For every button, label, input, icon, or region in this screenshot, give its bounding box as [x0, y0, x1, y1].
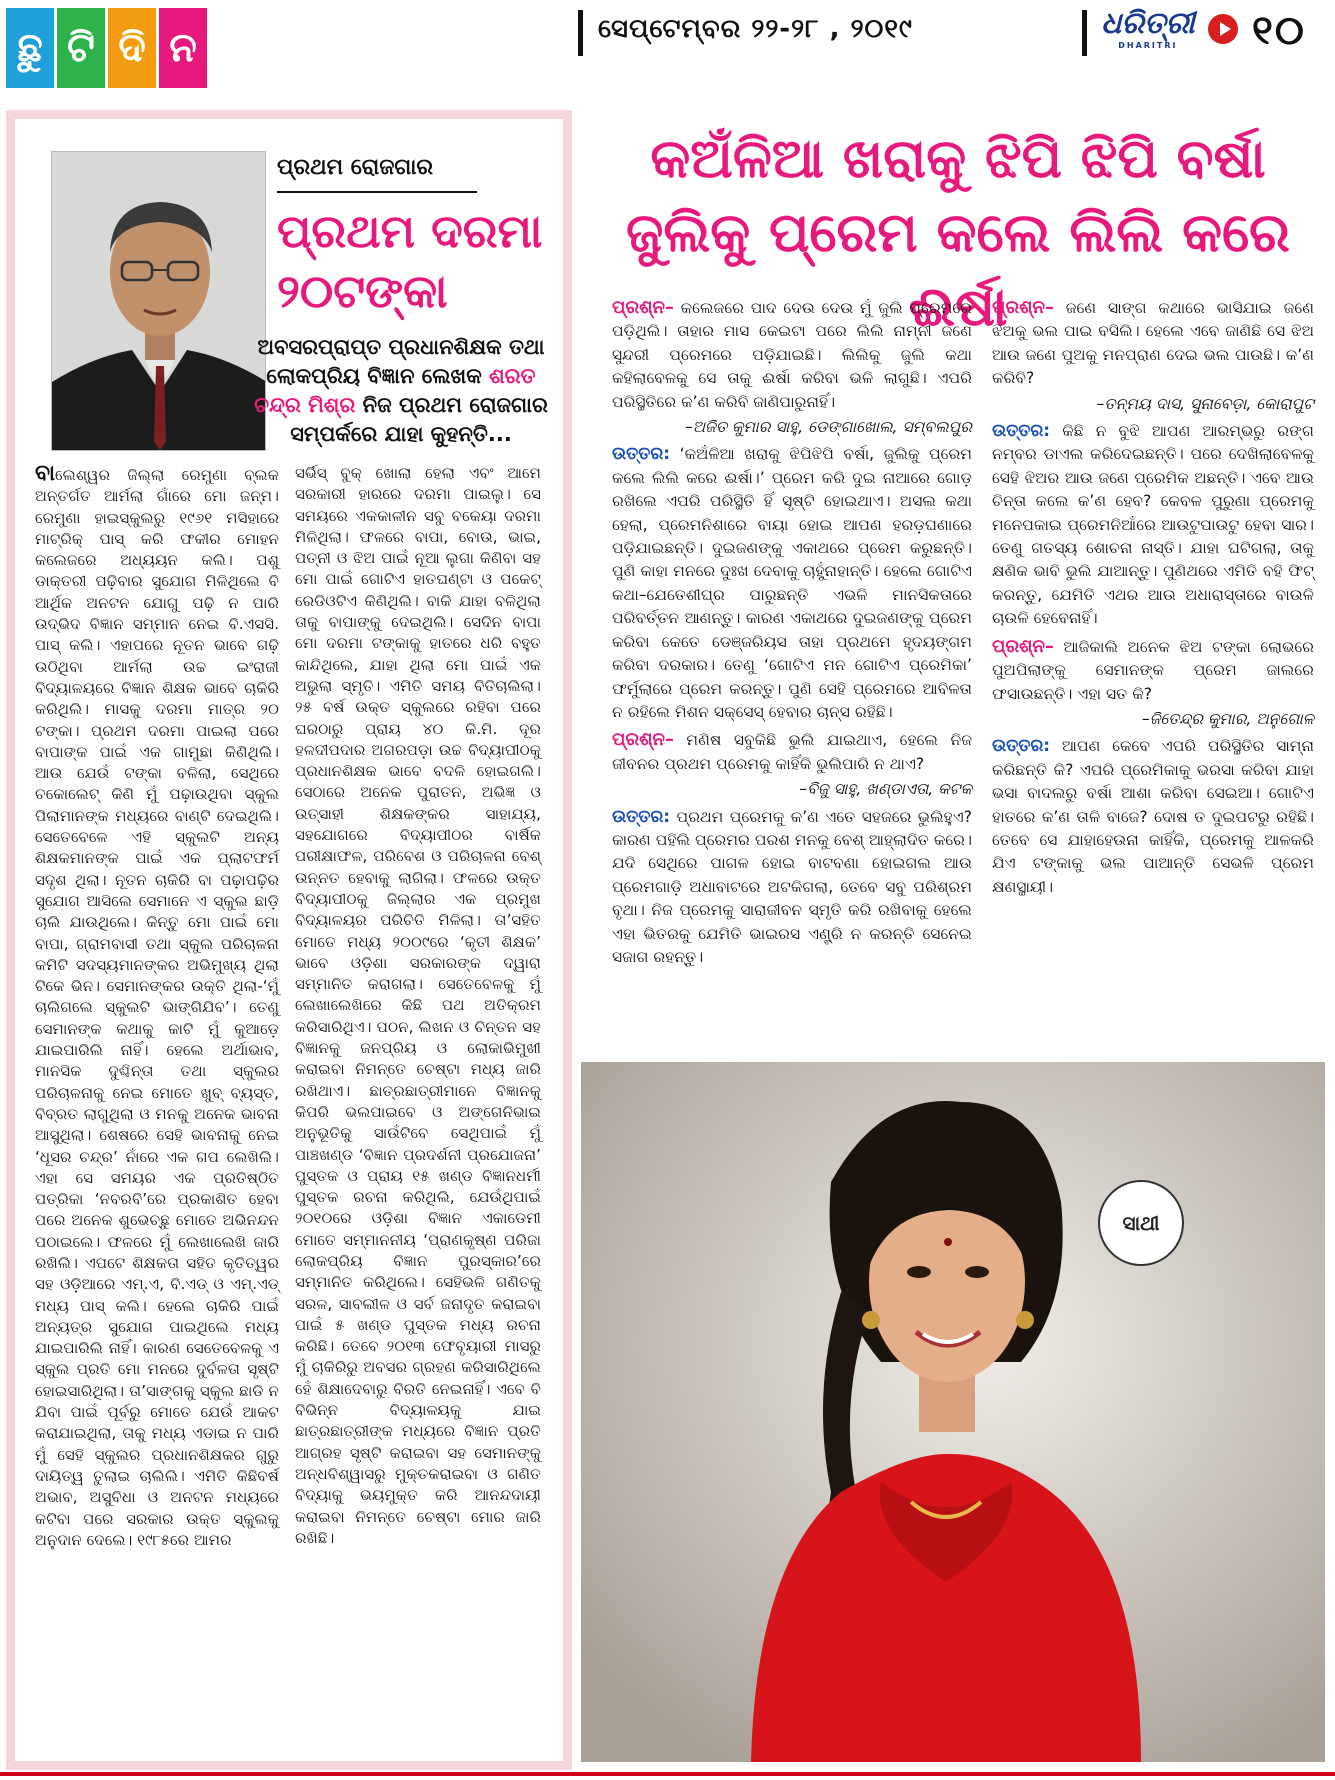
intro-text: ନିଜ ପ୍ରଥମ ରୋଜଗାର ସମ୍ପର୍କରେ ଯାହା କୁହନ୍ତି...	[290, 393, 548, 446]
headline-line: ୨୦ଟଙ୍କା	[277, 264, 448, 318]
qa-column-1	[612, 296, 972, 973]
love-advice-column	[580, 110, 1330, 1030]
first-earning-article	[6, 110, 572, 1770]
answer-text: ଆପଣ କେବେ ଏପରି ପରିସ୍ଥିତିର ସାମ୍ନା କରିଛନ୍ତି କି? ଏପରି ପ୍ରେମିକାକୁ ଭରସା କରିବା ଯାହା ଭସା ବାଦଲରୁ ବର୍ଷା ଆଶା କରିବା ସେଇଆ। ଗୋଟିଏ ହାତରେ କ’ଣ ତାଳି ବାଜେ? ଦୋଷ ତ ଦୁଇପଟରୁ ରହିଛି। ତେବେ ସେ ଯାହାହେଉନା କାହିଁକି, ପ୍ରେମକୁ ଆଳକରି ଯିଏ ଟଙ୍କାକୁ ଭଲ ପାଆନ୍ତି ସେଭଳି ପ୍ରେମ କ୍ଷଣସ୍ଥାୟୀ।	[992, 737, 1314, 896]
headline-line: କଅଁଳିଆ ଖରାକୁ ଝିପି ଝିପି ବର୍ଷା	[650, 127, 1266, 190]
answer-text: ‘କଅଁଳିଆ ଖରାକୁ ଝିପିଝିପି ବର୍ଷା, ଜୁଲିକୁ ପ୍ରେମ କଲେ ଲିଲି କରେ ଈର୍ଷା।’ ପ୍ରେମ କରି ଦୁଇ ନାଆରେ ଗୋଡ଼ ରଖିଲେ ଏପରି ପରିସ୍ଥିତି ହିଁ ସୃଷ୍ଟି ହୋଇଥାଏ। ଅସଲ କଥା ହେଲା, ପ୍ରେମନିଶାରେ ବାୟା ହୋଇ ଆପଣ ହରଡ଼ଘଣାରେ ପଡ଼ିଯାଇଛନ୍ତି। ଦୁଇଜଣଙ୍କୁ ଏକାଥରେ ପ୍ରେମ କରୁଛନ୍ତି। ପୁଣି କାହା ମନରେ ଦୁଃଖ ଦେବାକୁ ଚାହୁଁନାହାନ୍ତି। ହେଲେ ଗୋଟିଏ କଥା–ଯେତେଶୀଘ୍ର ପାରୁଛନ୍ତି ଏଭଳି ମାନସିକତାରେ ପରିବର୍ତ୍ତନ ଆଣନ୍ତୁ। କାରଣ ଏକାଥରେ ଦୁଇଜଣଙ୍କୁ ପ୍ରେମ କରିବା କେତେ ଡେଞ୍ଜରିୟସ ତାହା ପ୍ରଥମେ ହୃଦୟଙ୍ଗମ କରିବା ଦରକାର। ତେଣୁ ‘ଗୋଟିଏ ମନ ଗୋଟିଏ ପ୍ରେମିକା’ ଫର୍ମୁଲାରେ ପ୍ରେମ କରନ୍ତୁ। ପୁଣି ସେହି ପ୍ରେମରେ ଆବିଳତା ନ ରହିଲେ ମିଶନ ସକ୍ସେସ୍ ହେବାର ଚାନ୍ସ ରହିଛି।	[612, 445, 973, 721]
qa-item	[992, 635, 1314, 899]
question-label: ପ୍ରଶ୍ନ–	[612, 297, 674, 318]
answer-text: କିଛି ନ ବୁଝି ଆପଣ ଆରମ୍ଭରୁ ରଙ୍ଗ ନମ୍ବର ଡାଏଲ କରିଦେଇଛନ୍ତି। ପରେ ଦେଖିଲାବେଳକୁ ସେହି ଝିଅର ଆଉ ଜଣେ ପ୍ରେମିକ ଅଛନ୍ତି। ଏବେ ଆଉ ଚିନ୍ତା କଲେ କ’ଣ ହେବ? କେବଳ ପୁରୁଣା ପ୍ରେମକୁ ମନେପକାଇ ପ୍ରେମନିଆଁରେ ଆଉଟୁପାଉଟୁ ହେବା ସାର। ତେଣୁ ଗତସ୍ୟ ଶୋଚନା ନାସ୍ତି। ଯାହା ଘଟିଗଲା, ତାକୁ କ୍ଷଣିକ ଭାବି ଭୁଲି ଯାଆନ୍ତୁ। ପୁଣିଥରେ ଏମିତି ବହି ଫିଟ୍ କରନ୍ତୁ, ଯେମିତି ଏଥର ଆଉ ଅଧାରାସ୍ତାରେ ବାଉଳି ଚାଉଳି ହେବେନାହିଁ।	[992, 422, 1314, 628]
article-headline	[277, 201, 543, 321]
question-text: ମଣିଷ ସବୁକିଛି ଭୁଲି ଯାଇଥାଏ, ହେଲେ ନିଜ ଜୀବନର ପ୍ରଥମ ପ୍ରେମକୁ କାହିଁକି ଭୁଲିପାରି ନ ଥାଏ?	[612, 731, 972, 773]
page-header	[0, 0, 1335, 96]
play-icon	[1208, 14, 1238, 44]
section-brand-logo	[6, 8, 207, 88]
question-byline: –ଅଜିତ କୁମାର ସାହୁ, ଡେଙ୍ଗାଖୋଲ, ସମ୍ବଲପୁର	[684, 418, 972, 437]
intro-text: ଅବସରପ୍ରାପ୍ତ ପ୍ରଧାନଶିକ୍ଷକ ତଥା ଲୋକପ୍ରିୟ ବିଜ୍ଞାନ ଲେଖକ	[257, 335, 545, 388]
qa-item	[612, 728, 972, 969]
qa-item	[612, 296, 972, 724]
answer-label: ଉତ୍ତର:	[992, 421, 1051, 442]
header-divider	[1082, 10, 1087, 56]
photo-credit-badge: ସାଥୀ	[1098, 1180, 1184, 1266]
question-label: ପ୍ରଶ୍ନ–	[992, 297, 1054, 318]
section-tag: ପ୍ରଥମ ରୋଜଗାର	[277, 155, 434, 180]
section-rule	[277, 191, 477, 193]
question-label: ପ୍ରଶ୍ନ–	[992, 635, 1054, 657]
headline-line: ଜୁଲିକୁ ପ୍ରେମ କଲେ ଲିଲି କରେ ଈର୍ଷା	[626, 201, 1290, 338]
brand-letter: ଦି	[108, 8, 156, 88]
question-text: କଲେଜରେ ପାଦ ଦେଉ ଦେଉ ମୁଁ ଜୁଲି ପ୍ରେମରେ ପଡ଼ିଥିଲି। ତାହାର ମାସ କେଇଟା ପରେ ଲିଲି ନାମ୍ନୀ ଜଣେ ସୁନ୍ଦରୀ ପ୍ରେମରେ ପଡ଼ିଯାଇଛି। ଲିଲିକୁ ଜୁଲି କଥା କହିଲାବେଳକୁ ସେ ତାକୁ ଈର୍ଷା କରିବା ଭଳି ଲାଗୁଛି। ଏପରି ପରିସ୍ଥିତିରେ କ’ଣ କରିବି ଜାଣିପାରୁନାହିଁ।	[612, 299, 972, 411]
actress-photo	[581, 1062, 1325, 1762]
brand-letter: ଛୁ	[6, 8, 54, 88]
header-divider	[578, 10, 583, 56]
qa-column-2	[992, 296, 1314, 903]
brand-letter: ନ	[159, 8, 207, 88]
question-byline: –ତନ୍ମୟ ଦାସ, ସୁନାବେଡ଼ା, କୋରାପୁଟ	[1096, 394, 1314, 413]
publication-logo	[1101, 6, 1195, 50]
column-text: ସର୍ଭିସ୍ ବୁକ୍ ଖୋଲା ହେଲା ଏବଂ ଆମେ ସରକାରୀ ହାରରେ ଦରମା ପାଇଲୁ। ସେ ସମୟରେ ଏକକାଳୀନ ସବୁ ବକେୟା ଦରମା ମିଳିଥିଲା। ଫଳରେ ବାପା, ବୋଉ, ଭାଇ, ପତ୍ନୀ ଓ ଝିଅ ପାଇଁ ନୂଆ ଲୁଗା କିଣିବା ସହ ମୋ ପାଇଁ ଗୋଟିଏ ହାତଘଣ୍ଟା ଓ ପକେଟ୍ ରେଡିଓଟିଏ କିଣିଥିଲି। ବାକି ଯାହା ବଳିଥିଲା ତାକୁ ବାପାଙ୍କୁ ଦେଇଥିଲି। ସେଦିନ ବାପା ମୋ ଦରମା ଟଙ୍କାକୁ ହାତରେ ଧରି ବହୁତ କାନ୍ଦିଥିଲେ, ଯାହା ଥିଲା ମୋ ପାଇଁ ଏକ ଅଭୁଲା ସ୍ମୃତି। ଏମିତି ସମୟ ବିତିଚାଲିଲା। ୨୫ ବର୍ଷ ଉକ୍ତ ସ୍କୁଲରେ ରହିବା ପରେ ଘରଠାରୁ ପ୍ରାୟ ୪୦ କି.ମି. ଦୂର ହଳଦୀପଦାର ଅଗରପଡ଼ା ଉଚ୍ଚ ବିଦ୍ୟାପୀଠକୁ ପ୍ରଧାନଶିକ୍ଷକ ଭାବେ ବଦଳି ହୋଇଗଲି। ସେଠାରେ ଅନେକ ପୁରାତନ, ଅଭିଜ୍ଞ ଓ ଉତ୍ସାହୀ ଶିକ୍ଷକଙ୍କର ସାହାଯ୍ୟ, ସହଯୋଗରେ ବିଦ୍ୟାପୀଠର ବାର୍ଷିକ ପରୀକ୍ଷାଫଳ, ପରିବେଶ ଓ ପରିଚାଳନା ବେଶ୍ ଉନ୍ନତ ହେବାକୁ ଲାଗିଲା। ଫଳରେ ଉକ୍ତ ବିଦ୍ୟାପୀଠକୁ ଜିଲ୍ଲାର ଏକ ପ୍ରମୁଖ ବିଦ୍ୟାଳୟର ପରିଚିତି ମିଳିଲା। ତା’ସହିତ ମୋତେ ମଧ୍ୟ ୨୦୦୯ରେ ‘କୃତୀ ଶିକ୍ଷକ’ ଭାବେ ଓଡ଼ିଶା ସରକାରଙ୍କ ଦ୍ୱାରା ସମ୍ମାନିତ କରାଗଲା। ସେତେବେଳକୁ ମୁଁ ଲେଖାଲେଖିରେ କିଛି ପଥ ଅତିକ୍ରମ କରିସାରିଥିଏ। ପଠନ, ଲିଖନ ଓ ଚିନ୍ତନ ସହ ବିଜ୍ଞାନକୁ ଜନପ୍ରିୟ ଓ ଲୋକାଭିମୁଖୀ କରାଇବା ନିମନ୍ତେ ଚେଷ୍ଟା ମଧ୍ୟ ଜାରି ରଖିଥାଏ। ଛାତ୍ରଛାତ୍ରୀମାନେ ବିଜ୍ଞାନକୁ କିପରି ଭଲପାଇବେ ଓ ଅଙ୍ଗେନିଭାଇ ଅନୁଭୂତିକୁ ସାଉଁଟିବେ ସେଥିପାଇଁ ମୁଁ ପାଞ୍ଚଖଣ୍ଡ ‘ବିଜ୍ଞାନ ପ୍ରଦର୍ଶନୀ ପ୍ରଯୋଜନା’ ପୁସ୍ତକ ଓ ପ୍ରାୟ ୧୫ ଖଣ୍ଡ ବିଜ୍ଞାନଧର୍ମୀ ପୁସ୍ତକ ରଚନା କରିଥିଲି, ଯେଉଁଥିପାଇଁ ୨୦୧୦ରେ ଓଡ଼ିଶା ବିଜ୍ଞାନ ଏକାଡେମୀ ମୋତେ ସମ୍ମାନନୀୟ ‘ପ୍ରାଣକୃଷ୍ଣ ପରିଜା ଲୋକପ୍ରିୟ ବିଜ୍ଞାନ ପୁରସ୍କାର’ରେ ସମ୍ମାନିତ କରିଥିଲେ। ସେହିଭଳି ଗଣିତକୁ ସରଳ, ସାବଲୀଳ ଓ ସର୍ବ ଜନାଦୃତ କରାଇବା ପାଇଁ ୫ ଖଣ୍ଡ ପୁସ୍ତକ ମଧ୍ୟ ରଚନା କରିଛି। ତେବେ ୨୦୧୩ ଫେବୃୟାରୀ ମାସରୁ ମୁଁ ଚାକିରିରୁ ଅବସର ଗ୍ରହଣ କରିସାରିଥିଲେ ହେଁ ଶିକ୍ଷାଦେବାରୁ ବିରତି ନେଇନାହିଁ। ଏବେ ବି ବିଭିନ୍ନ ବିଦ୍ୟାଳୟକୁ ଯାଇ ଛାତ୍ରଛାତ୍ରୀଙ୍କ ମଧ୍ୟରେ ବିଜ୍ଞାନ ପ୍ରତି ଆଗ୍ରହ ସୃଷ୍ଟି କରାଇବା ସହ ସେମାନଙ୍କୁ ଅନ୍ଧବିଶ୍ୱାସରୁ ମୁକ୍ତକରାଇବା ଓ ଗଣିତ ବିଦ୍ୟାକୁ ଭୟମୁକ୍ତ କରି ଆନନ୍ଦଦାୟୀ କରାଇବା ନିମନ୍ତେ ଚେଷ୍ଟା ମୋର ଜାରି ରଖିଛି।	[295, 464, 541, 1547]
question-label: ପ୍ରଶ୍ନ–	[612, 729, 674, 751]
question-byline: –ବିଜୁ ସାହୁ, ଖଣ୍ଡାଏତା, କଟକ	[799, 780, 972, 799]
brand-letter: ଟି	[57, 8, 105, 88]
portrait-image	[52, 152, 266, 451]
author-name: ଶରତ ଚନ୍ଦ୍ର ମିଶ୍ର	[254, 364, 536, 417]
question-byline: –ଜିତେନ୍ଦ୍ର କୁମାର, ଅନୁଗୋଳ	[1141, 709, 1314, 728]
page-number: ୧୦	[1252, 8, 1306, 54]
question-text: ଆଜିକାଲି ଅନେକ ଝିଅ ଟଙ୍କା ଲୋଭରେ ପୁଅପିଲାଙ୍କୁ ସେମାନଙ୍କ ପ୍ରେମ ଜାଲରେ ଫସାଉଛନ୍ତି। ଏହା ସତ କି?	[992, 637, 1314, 703]
article-column-2	[295, 463, 541, 1549]
issue-date: ସେପ୍ଟେମ୍ବର ୨୨-୨୮ , ୨୦୧୯	[598, 14, 913, 44]
qa-item	[992, 296, 1314, 631]
photo-image	[581, 1062, 1325, 1762]
article-intro	[251, 333, 551, 449]
article-column-1	[35, 463, 279, 1551]
answer-label: ଉତ୍ତର:	[992, 736, 1051, 757]
headline-line: ପ୍ରଥମ ଦରମା	[277, 204, 543, 258]
question-text: ଜଣେ ସାଙ୍ଗ କଥାରେ ଭାସିଯାଇ ଜଣେ ଝିଅକୁ ଭଲ ପାଇ ବସିଲି। ହେଲେ ଏବେ ଜାଣିଛି ସେ ଝିଅ ଆଉ ଜଣେ ପୁଅକୁ ମନପ୍ରାଣ ଦେଇ ଭଲ ପାଉଛି। କ’ଣ କରିବି?	[992, 299, 1314, 388]
publication-name: ଧରିତ୍ରୀ	[1101, 6, 1195, 41]
answer-label: ଉତ୍ତର:	[612, 444, 671, 465]
answer-text: ପ୍ରଥମ ପ୍ରେମକୁ କ’ଣ ଏତେ ସହଜରେ ଭୁଲିହୁଏ? କାରଣ ପହିଲି ପ୍ରେମର ପରଶ ମନକୁ ବେଶ୍ ଆହ୍ଲାଦିତ କରେ। ଯଦି ସେଥିରେ ପାଗଳ ହୋଇ ବାଟବଣା ହୋଇଗଲ ଆଉ ପ୍ରେମଗାଡ଼ି ଅଧାବାଟରେ ଅଟକିଗଲା, ତେବେ ସବୁ ପରିଶ୍ରମ ବୃଥା। ନିଜ ପ୍ରେମକୁ ସାରାଜୀବନ ସ୍ମୃତି କରି ରଖିବାକୁ ହେଲେ ଏହା ଭିତରକୁ ଯେମିତି ଭାଇରସ ଏଣ୍ଟ୍ରି ନ କରନ୍ତି ସେନେଇ ସଜାଗ ରହନ୍ତୁ।	[612, 807, 972, 966]
page-bottom-rule	[0, 1772, 1335, 1776]
answer-label: ଉତ୍ତର:	[612, 806, 671, 827]
column-text: ଲେଶ୍ୱର ଜିଲ୍ଲା ରେମୁଣା ବ୍ଲକ ଅନ୍ତର୍ଗତ ଆର୍ମଲା ଗାଁରେ ମୋ ଜନ୍ମ। ରେମୁଣା ହାଇସ୍କୁଲରୁ ୧୯୬୧ ମସିହାରେ ମାଟ୍ରିକ୍ ପାସ୍ କରି ଫକୀର ମୋହନ କଲେଜରେ ଅଧ୍ୟୟନ କଲି। ପଶୁ ଡାକ୍ତରୀ ପଢ଼ିବାର ସୁଯୋଗ ମିଳିଥିଲେ ବି ଆର୍ଥିକ ଅନଟନ ଯୋଗୁ ପଢ଼ି ନ ପାରି ଉଦ୍ଭିଦ ବିଜ୍ଞାନ ସମ୍ମାନ ନେଇ ବି.ଏସସି. ପାସ୍ କଲି। ଏହାପରେ ନୂତନ ଭାବେ ଗଢ଼ି ଉଠିଥିବା ଆର୍ମଲା ଉଚ୍ଚ ଇଂରାଜୀ ବିଦ୍ୟାଳୟରେ ବିଜ୍ଞାନ ଶିକ୍ଷକ ଭାବେ ଚାକିରି କରିଥିଲି। ମାସକୁ ଦରମା ମାତ୍ର ୨୦ ଟଙ୍କା। ପ୍ରଥମ ଦରମା ପାଇଲା ପରେ ବାପାଙ୍କ ପାଇଁ ଏକ ଗାମୁଛା କିଣିଥିଲି। ଆଉ ଯେଉଁ ଟଙ୍କା ବଳିଲା, ସେଥିରେ ଚକୋଲେଟ୍ କିଣି ମୁଁ ପଢ଼ାଉଥିବା ସ୍କୁଲ ପିଲାମାନଙ୍କ ମଧ୍ୟରେ ବାଣ୍ଟି ଦେଇଥିଲି। ସେତେବେଳେ ଏହି ସ୍କୁଲଟି ଅନ୍ୟ ଶିକ୍ଷକମାନଙ୍କ ପାଇଁ ଏକ ପ୍ଲାଟଫର୍ମ ସଦୃଶ ଥିଲା। ନୂତନ ଚାକିରି ବା ପଢ଼ାପଢ଼ିର ସୁଯୋଗ ଆସିଲେ ସେମାନେ ଏ ସ୍କୁଲ ଛାଡ଼ି ଚାଲି ଯାଉଥିଲେ। କିନ୍ତୁ ମୋ ପାଇଁ ମୋ ବାପା, ଗ୍ରାମବାସୀ ତଥା ସ୍କୁଲ ପରିଚାଳନା କମିଟି ସଦସ୍ୟମାନଙ୍କର ଅଭିମୁଖ୍ୟ ଥିଲା ଟିକେ ଭିନ। ସେମାନଙ୍କର ଉକ୍ତି ଥିଲା-‘ମୁଁ ଚାଲିଗଲେ ସ୍କୁଲଟି ଭାଙ୍ଗିଯିବ’। ତେଣୁ ସେମାନଙ୍କ କଥାକୁ କାଟି ମୁଁ କୁଆଡ଼େ ଯାଇପାରିଲି ନାହିଁ। ହେଲେ ଅର୍ଥାଭାବ, ମାନସିକ ଦୁଶ୍ଚିନ୍ତା ତଥା ସ୍କୁଲର ପରିଚାଳନାକୁ ନେଇ ମୋତେ ଖୁବ୍ ବ୍ୟସ୍ତ, ବିବ୍ରତ ଲାଗୁଥିଲା ଓ ମନକୁ ଅନେକ ଭାବନା ଆସୁଥିଲା। ଶେଷରେ ସେହି ଭାବନାକୁ ନେଇ ‘ଧୂସର ଚନ୍ଦ୍ର’ ନାଁରେ ଏକ ଗପ ଲେଖିଲି। ଏହା ସେ ସମୟର ଏକ ପ୍ରତିଷ୍ଠିତ ପତ୍ରିକା ‘ନବରବି’ରେ ପ୍ରକାଶିତ ହେବା ପରେ ଅନେକ ଶୁଭେଚ୍ଛୁ ମୋତେ ଅଭିନନ୍ଦନ ପଠାଇଲେ। ଫଳରେ ମୁଁ ଲେଖାଲେଖି ଜାରି ରଖିଲି। ଏପଟେ ଶିକ୍ଷକତା ସହିତ କୃତିତ୍ୱର ସହ ଓଡ଼ିଆରେ ଏମ୍.ଏ, ବି.ଏଡ୍ ଓ ଏମ୍.ଏଡ୍ ମଧ୍ୟ ପାସ୍ କଲି। ହେଲେ ଚାକିରି ପାଇଁ ଅନ୍ୟତ୍ର ସୁଯୋଗ ପାଇଥିଲେ ମଧ୍ୟ ଯାଇପାରିଲି ନାହିଁ। କାରଣ ସେତେବେଳକୁ ଏ ସ୍କୁଲ ପ୍ରତି ମୋ ମନରେ ଦୁର୍ବଳତା ସୃଷ୍ଟି ହୋଇସାରିଥିଲା। ତା’ସାଙ୍ଗକୁ ସ୍କୁଲ ଛାଡି ନ ଯିବା ପାଇଁ ପୂର୍ବରୁ ମୋତେ ଯେଉଁ ଆକଟ କରାଯାଇଥିଲା, ତାକୁ ମଧ୍ୟ ଏଡାଇ ନ ପାରି ମୁଁ ସେହି ସ୍କୁଲର ପ୍ରଧାନଶିକ୍ଷକର ଗୁରୁ ଦାୟିତ୍ୱ ତୁଲାଇ ଚାଲିଲି। ଏମିତି କିଛିବର୍ଷ ଅଭାବ, ଅସୁବିଧା ଓ ଅନଟନ ମଧ୍ୟରେ କଟିବା ପରେ ସରକାର ଉକ୍ତ ସ୍କୁଲକୁ ଅନୁଦାନ ଦେଲେ। ୧୯୮୫ରେ ଆମର	[35, 466, 279, 1549]
publication-subname: DHARITRI	[1118, 41, 1178, 50]
author-portrait	[51, 151, 266, 451]
drop-cap: ବା	[35, 461, 56, 486]
